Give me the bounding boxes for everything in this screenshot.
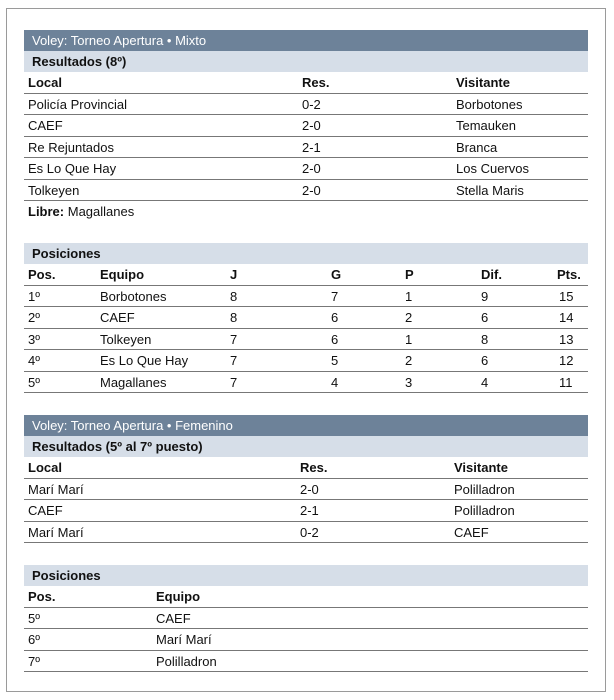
visitante-cell: Stella Maris [456, 182, 524, 198]
res-cell: 2-0 [302, 161, 321, 176]
g-cell: 6 [331, 310, 339, 325]
res-cell: 0-2 [302, 96, 321, 112]
col-pos-header: Pos. [28, 589, 56, 604]
dif-cell: 6 [481, 353, 489, 368]
equipo-cell: Polilladron [156, 653, 217, 669]
table-row [24, 94, 588, 116]
local-cell: Re Rejuntados [28, 139, 114, 155]
table-row [24, 350, 588, 372]
col-visitante-header: Visitante [454, 460, 508, 475]
visitante-cell: Temauken [456, 118, 516, 133]
mixto-results-title: Resultados (8º) [24, 51, 588, 72]
pts-cell: 14 [559, 310, 574, 325]
col-pts-header: Pts. [557, 267, 581, 282]
table-row [24, 286, 588, 308]
equipo-cell: CAEF [156, 610, 191, 626]
col-local-header: Local [28, 75, 62, 90]
femenino-positions-section [24, 565, 588, 672]
table-row [24, 372, 588, 394]
pos-cell: 3º [28, 331, 40, 347]
equipo-cell: Magallanes [100, 374, 167, 390]
p-cell: 1 [405, 288, 413, 304]
j-cell: 7 [230, 374, 238, 390]
g-cell: 6 [331, 331, 339, 347]
libre-line [24, 201, 588, 223]
table-row [24, 137, 588, 159]
j-cell: 7 [230, 331, 238, 347]
pos-cell: 5º [28, 610, 40, 626]
pos-cell: 7º [28, 653, 40, 669]
table-row [24, 629, 588, 651]
res-cell: 2-0 [300, 481, 319, 497]
mixto-results-section [24, 30, 588, 223]
pos-cell: 5º [28, 374, 40, 390]
table-row [24, 115, 588, 137]
g-cell: 4 [331, 374, 339, 390]
femenino-positions-title: Posiciones [24, 565, 588, 586]
equipo-cell: Tolkeyen [100, 331, 152, 347]
local-cell: Tolkeyen [28, 182, 80, 198]
equipo-cell: Marí Marí [156, 632, 212, 647]
col-equipo-header: Equipo [100, 267, 145, 282]
res-cell: 2-1 [302, 139, 321, 155]
table-row [24, 500, 588, 522]
visitante-cell: Branca [456, 139, 498, 155]
col-res-header: Res. [302, 75, 330, 90]
table-row [24, 522, 588, 544]
col-visitante-header: Visitante [456, 75, 510, 90]
femenino-results-header-row [24, 457, 588, 479]
col-p-header: P [405, 267, 414, 282]
res-cell: 2-0 [302, 118, 321, 133]
col-g-header: G [331, 267, 342, 282]
equipo-cell: Es Lo Que Hay [100, 353, 189, 368]
pos-cell: 1º [28, 288, 40, 304]
table-row [24, 307, 588, 329]
femenino-banner: Voley: Torneo Apertura • Femenino [24, 415, 588, 436]
dif-cell: 8 [481, 331, 489, 347]
visitante-cell: Los Cuervos [456, 161, 529, 176]
local-cell: CAEF [28, 503, 63, 518]
j-cell: 8 [230, 310, 238, 325]
p-cell: 1 [405, 331, 413, 347]
g-cell: 7 [331, 288, 339, 304]
res-cell: 2-1 [300, 503, 319, 518]
p-cell: 2 [405, 353, 413, 368]
res-cell: 0-2 [300, 524, 319, 540]
local-cell: CAEF [28, 118, 63, 133]
pos-cell: 2º [28, 310, 40, 325]
pts-cell: 15 [559, 288, 574, 304]
femenino-results-section [24, 415, 588, 543]
local-cell: Marí Marí [28, 481, 84, 497]
p-cell: 3 [405, 374, 413, 390]
pts-cell: 12 [559, 353, 574, 368]
local-cell: Marí Marí [28, 524, 84, 540]
mixto-positions-title: Posiciones [24, 243, 588, 264]
visitante-cell: CAEF [454, 524, 489, 540]
dif-cell: 9 [481, 288, 489, 304]
visitante-cell: Borbotones [456, 96, 523, 112]
col-res-header: Res. [300, 460, 328, 475]
g-cell: 5 [331, 353, 339, 368]
mixto-positions-section [24, 243, 588, 393]
col-dif-header: Dif. [481, 267, 502, 282]
table-row [24, 180, 588, 202]
libre-label: Libre: [28, 204, 65, 219]
table-row [24, 651, 588, 673]
mixto-banner: Voley: Torneo Apertura • Mixto [24, 30, 588, 51]
femenino-results-title: Resultados (5º al 7º puesto) [24, 436, 588, 457]
libre-team: Magallanes [67, 204, 135, 219]
pos-cell: 4º [28, 353, 40, 368]
col-equipo-header: Equipo [156, 589, 201, 604]
equipo-cell: Borbotones [100, 288, 167, 304]
local-cell: Es Lo Que Hay [28, 161, 117, 176]
mixto-results-header-row [24, 72, 588, 94]
col-j-header: J [230, 267, 238, 282]
visitante-cell: Polilladron [454, 481, 515, 497]
table-row [24, 479, 588, 501]
equipo-cell: CAEF [100, 310, 135, 325]
table-row [24, 608, 588, 630]
res-cell: 2-0 [302, 182, 321, 198]
col-local-header: Local [28, 460, 62, 475]
col-pos-header: Pos. [28, 267, 56, 282]
local-cell: Policía Provincial [28, 96, 127, 112]
table-row [24, 158, 588, 180]
visitante-cell: Polilladron [454, 503, 515, 518]
p-cell: 2 [405, 310, 413, 325]
mixto-positions-header-row [24, 264, 588, 286]
dif-cell: 4 [481, 374, 489, 390]
j-cell: 8 [230, 288, 238, 304]
dif-cell: 6 [481, 310, 489, 325]
pts-cell: 11 [559, 374, 573, 390]
j-cell: 7 [230, 353, 238, 368]
pts-cell: 13 [559, 331, 574, 347]
femenino-positions-header-row [24, 586, 588, 608]
table-row [24, 329, 588, 351]
pos-cell: 6º [28, 632, 40, 647]
